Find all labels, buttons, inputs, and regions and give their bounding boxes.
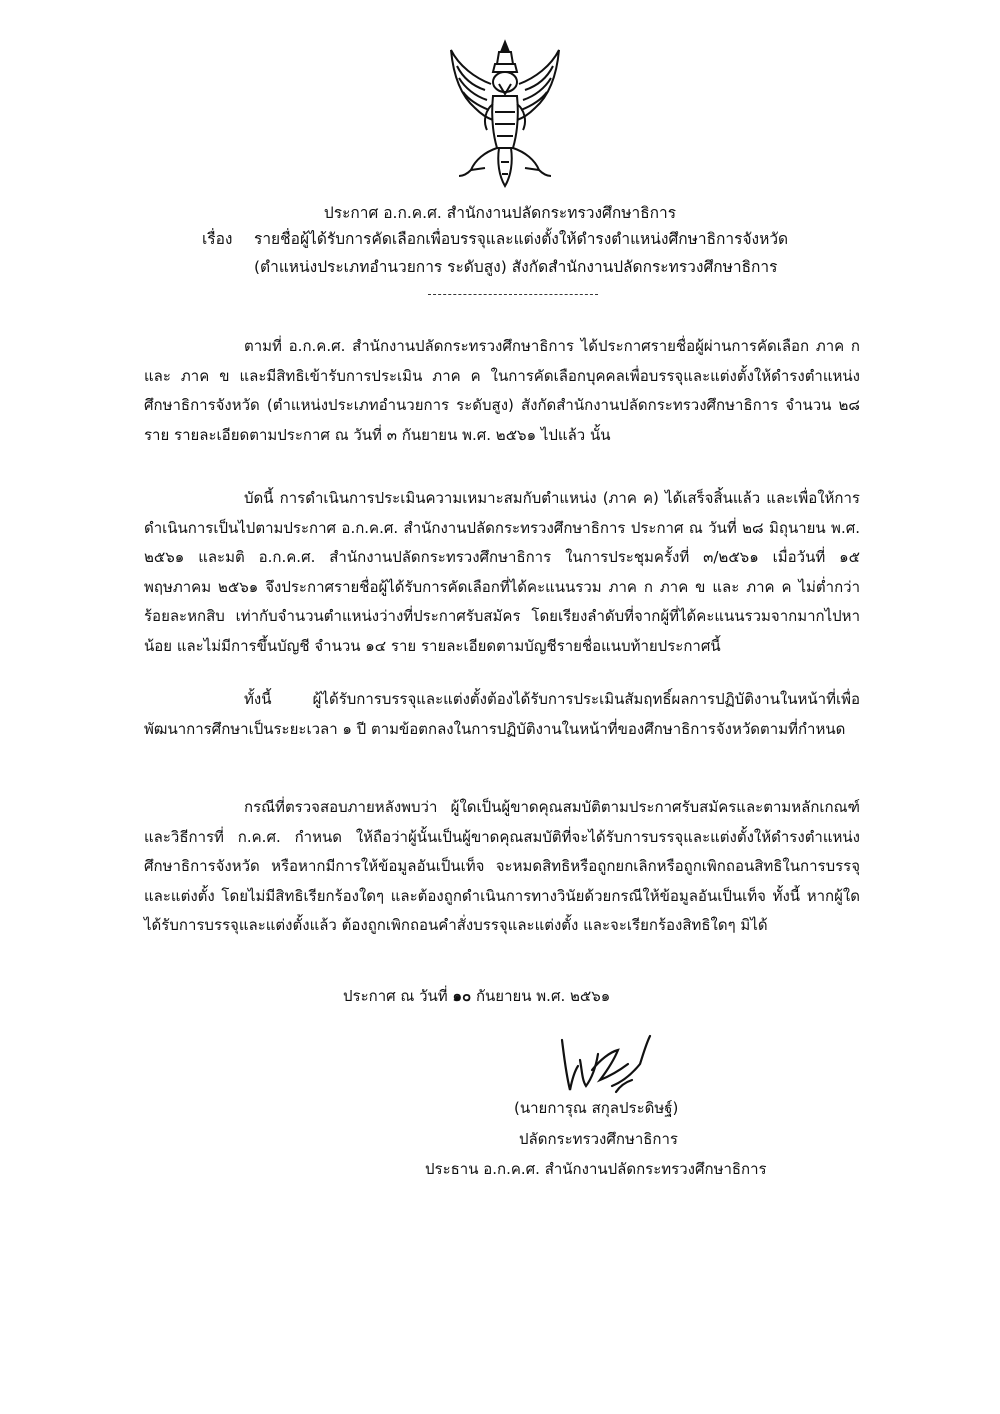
announcement-title: ประกาศ อ.ก.ค.ศ. สำนักงานปลัดกระทรวงศึกษาธิการ [323, 204, 677, 222]
paragraph-3: ทั้งนี้ ผู้ได้รับการบรรจุและแต่งตั้งต้องได้รับการประเมินสัมฤทธิ์ผลการปฏิบัติงานในหน้าที่เพื่อพัฒนาการศึกษาเป็นระยะเวลา ๑ ปี ตามข้อตกลงในการปฏิบัติงานในหน้าที่ของศึกษาธิการจังหวัดตามที่กำหนด [144, 690, 860, 738]
garuda-emblem-icon [445, 38, 565, 190]
date-day: ๑๐ [452, 987, 472, 1005]
subject-text-line2: (ตำแหน่งประเภทอำนวยการ ระดับสูง) สังกัดสำนักงานปลัดกระทรวงศึกษาธิการ [254, 258, 778, 276]
announcement-date [343, 985, 610, 1007]
paragraph-4: กรณีที่ตรวจสอบภายหลังพบว่า ผู้ใดเป็นผู้ขาดคุณสมบัติตามประกาศรับสมัครและตามหลักเกณฑ์และวิธีการที่ ก.ค.ศ. กำหนด ให้ถือว่าผู้นั้นเป็นผู้ขาดคุณสมบัติที่จะได้รับการบรรจุและแต่งตั้งให้ดำรงตำแหน่งศึกษาธิการจังหวัด หรือหากมีการให้ข้อมูลอันเป็นเท็จ จะหมดสิทธิหรือถูกยกเลิกหรือถูกเพิกถอนสิทธิในการบรรจุและแต่งตั้ง โดยไม่มีสิทธิเรียกร้องใดๆ และต้องถูกดำเนินการทางวินัยด้วยกรณีให้ข้อมูลอันเป็นเท็จ ทั้งนี้ หากผู้ใดได้รับการบรรจุและแต่งตั้งแล้ว ต้องถูกเพิกถอนคำสั่งบรรจุและแต่งตั้ง และจะเรียกร้องสิทธิใดๆ มิได้ [144, 798, 860, 934]
signatory-position-2: ประธาน อ.ก.ค.ศ. สำนักงานปลัดกระทรวงศึกษาธิการ [425, 1160, 767, 1178]
dashed-divider [428, 294, 598, 295]
handwritten-signature-icon [556, 1030, 656, 1102]
date-suffix: กันยายน พ.ศ. ๒๕๖๑ [475, 987, 611, 1005]
signatory-position-1: ปลัดกระทรวงศึกษาธิการ [519, 1130, 678, 1148]
subject-text-line1: รายชื่อผู้ได้รับการคัดเลือกเพื่อบรรจุและแต่งตั้งให้ดำรงตำแหน่งศึกษาธิการจังหวัด [254, 230, 789, 248]
date-prefix: ประกาศ ณ วันที่ [343, 987, 448, 1005]
paragraph-2: บัดนี้ การดำเนินการประเมินความเหมาะสมกับตำแหน่ง (ภาค ค) ได้เสร็จสิ้นแล้ว และเพื่อให้การดำเนินการเป็นไปตามประกาศ อ.ก.ค.ศ. สำนักงานปลัดกระทรวงศึกษาธิการ ประกาศ ณ วันที่ ๒๘ มิถุนายน พ.ศ. ๒๕๖๑ และมติ อ.ก.ค.ศ. สำนักงานปลัดกระทรวงศึกษาธิการ ในการประชุมครั้งที่ ๓/๒๕๖๑ เมื่อวันที่ ๑๕ พฤษภาคม ๒๕๖๑ จึงประกาศรายชื่อผู้ได้รับการคัดเลือกที่ได้คะแนนรวม ภาค ก ภาค ข และ ภาค ค ไม่ต่ำกว่าร้อยละหกสิบ เท่ากับจำนวนตำแหน่งว่างที่ประกาศรับสมัคร โดยเรียงลำดับที่จากผู้ที่ได้คะแนนรวมจากมากไปหาน้อย และไม่มีการขึ้นบัญชี จำนวน ๑๔ ราย รายละเอียดตามบัญชีรายชื่อแนบท้ายประกาศนี้ [144, 489, 860, 655]
signatory-name: (นายการุณ สกุลประดิษฐ์) [514, 1099, 679, 1117]
subject-label: เรื่อง [202, 230, 233, 248]
subject-line [202, 228, 842, 250]
paragraph-1: ตามที่ อ.ก.ค.ศ. สำนักงานปลัดกระทรวงศึกษาธิการ ได้ประกาศรายชื่อผู้ผ่านการคัดเลือก ภาค ก และ ภาค ข และมีสิทธิเข้ารับการประเมิน ภาค ค ในการคัดเลือกบุคคลเพื่อบรรจุและแต่งตั้งให้ดำรงตำแหน่งศึกษาธิการจังหวัด (ตำแหน่งประเภทอำนวยการ ระดับสูง) สังกัดสำนักงานปลัดกระทรวงศึกษาธิการ จำนวน ๒๘ ราย รายละเอียดตามประกาศ ณ วันที่ ๓ กันยายน พ.ศ. ๒๕๖๑ ไปแล้ว นั้น [144, 337, 860, 444]
